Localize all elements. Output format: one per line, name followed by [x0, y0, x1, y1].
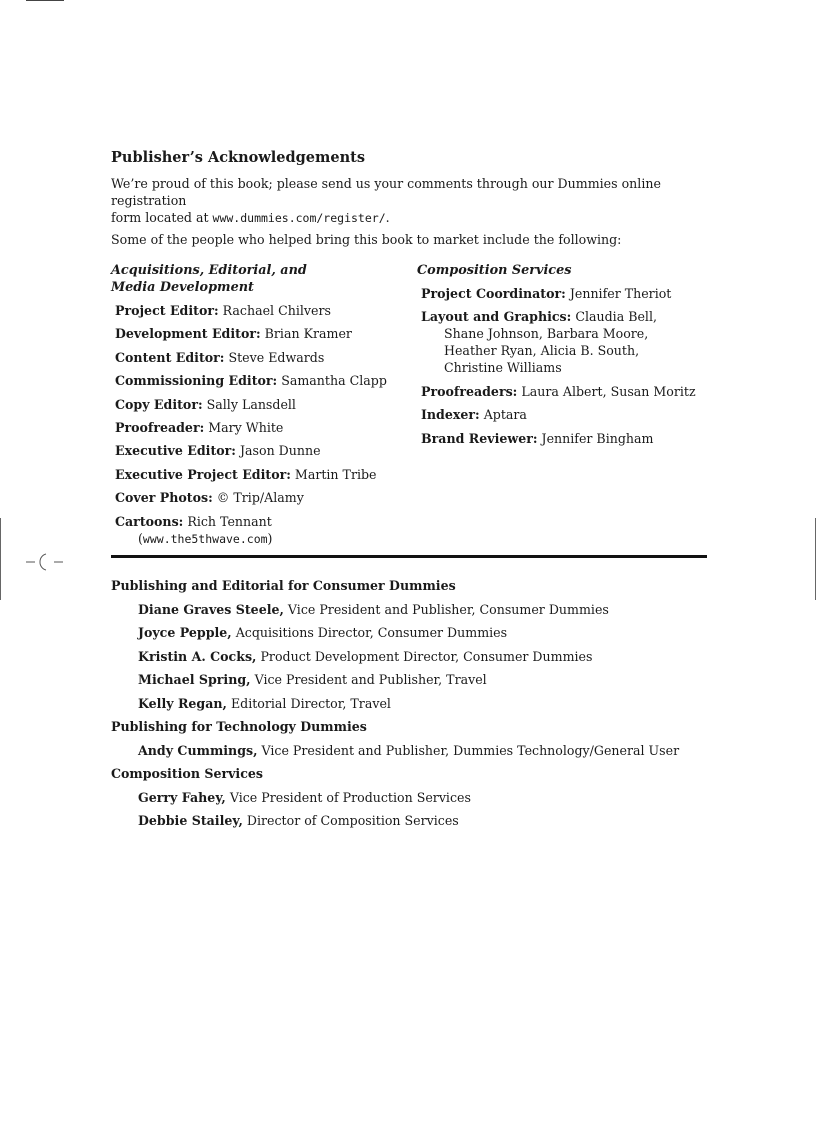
staff-person: [138, 624, 707, 641]
person-title: Acquisitions Director, Consumer Dummies: [235, 625, 508, 640]
credit-role: Project Editor:: [115, 303, 219, 318]
left-heading-line-2: Media Development: [111, 280, 254, 295]
credit-name: Martin Tribe: [294, 466, 377, 482]
person-title: Vice President and Publisher, Consumer Dummies: [287, 601, 609, 617]
person-name: Debbie Stailey,: [138, 813, 243, 828]
credit-name: Jason Dunne: [239, 443, 321, 459]
credit-role: Cover Photos:: [115, 490, 213, 506]
intro-line-2-suffix: .: [385, 210, 390, 225]
credit-entry: [421, 383, 707, 400]
credit-role: Cartoons:: [115, 513, 184, 529]
credit-entry: [115, 442, 417, 459]
person-name: Michael Spring,: [138, 672, 251, 687]
credit-name: Aptara: [483, 407, 527, 423]
acknowledgements-block: [111, 149, 707, 554]
registration-url: www.dummies.com/register/: [212, 211, 386, 225]
page-title: Publisher’s Acknowledgements: [111, 149, 365, 166]
credit-name: Brian Kramer: [264, 326, 352, 342]
person-title: Director of Composition Services: [246, 813, 459, 828]
intro-paragraph: [111, 175, 707, 227]
paren-open: (: [138, 530, 143, 546]
cartoons-credit: [115, 513, 417, 548]
cartoons-url-line: [115, 530, 417, 548]
crop-mark-top: [26, 0, 64, 1]
cartoons-url: www.the5thwave.com: [142, 531, 268, 546]
left-credits-column: [111, 262, 417, 554]
credit-name: Mary White: [208, 419, 284, 435]
person-name: Diane Graves Steele,: [138, 601, 284, 617]
staff-person: [138, 671, 707, 688]
person-title: Vice President and Publisher, Travel: [254, 672, 487, 687]
credit-role: Development Editor:: [115, 326, 261, 342]
staff-list: [111, 577, 707, 836]
credit-name: Claudia Bell,: [575, 309, 657, 325]
credit-entry: [421, 430, 707, 447]
credit-name: Jennifer Bingham: [541, 430, 654, 446]
person-title: Product Development Director, Consumer Dummies: [260, 648, 593, 664]
intro-line-3: Some of the people who helped bring this book to market include the following:: [111, 232, 622, 247]
right-credits-column: [417, 262, 707, 554]
credit-entry: [115, 419, 417, 436]
credit-role: Layout and Graphics:: [421, 309, 572, 325]
staff-person: [138, 601, 707, 618]
staff-person: [138, 648, 707, 665]
credit-name: Sally Lansdell: [206, 396, 296, 412]
left-heading-line-1: Acquisitions, Editorial, and: [111, 263, 307, 278]
credit-entry: [421, 285, 707, 302]
credit-role: Indexer:: [421, 407, 480, 423]
registration-mark-icon: [26, 550, 66, 574]
person-title: Vice President and Publisher, Dummies Technology/General User: [261, 742, 680, 758]
person-name: Kristin A. Cocks,: [138, 648, 257, 664]
person-name: Joyce Pepple,: [138, 625, 232, 640]
credit-entry: [115, 489, 417, 506]
person-title: Editorial Director, Travel: [230, 695, 391, 711]
credit-role: Proofreader:: [115, 419, 205, 435]
credit-name: Jennifer Theriot: [569, 286, 672, 301]
credit-entry: [115, 302, 417, 319]
layout-line: Shane Johnson, Barbara Moore,: [444, 326, 649, 342]
credit-entry: [115, 396, 417, 413]
right-column-heading: Composition Services: [417, 263, 572, 278]
staff-section-title: Composition Services: [111, 766, 263, 781]
credit-role: Proofreaders:: [421, 383, 518, 399]
intro-line-2-prefix: form located at: [111, 210, 213, 225]
credit-role: Copy Editor:: [115, 396, 203, 412]
credit-entry: [115, 325, 417, 342]
layout-credit: [421, 308, 707, 376]
person-name: Gerry Fahey,: [138, 789, 226, 805]
intro-line-1: We’re proud of this book; please send us your comments through our Dummies online registration: [111, 176, 661, 208]
staff-section-title: Publishing for Technology Dummies: [111, 719, 367, 734]
staff-section-title: Publishing and Editorial for Consumer Dummies: [111, 578, 456, 593]
person-name: Andy Cummings,: [138, 742, 258, 758]
credit-name: © Trip/Alamy: [216, 490, 304, 506]
credit-name: Steve Edwards: [228, 349, 325, 365]
credit-name: Laura Albert, Susan Moritz: [521, 383, 696, 399]
person-title: Vice President of Production Services: [229, 789, 471, 805]
credit-role: Executive Project Editor:: [115, 466, 291, 482]
crop-mark-left: [0, 518, 1, 600]
person-name: Kelly Regan,: [138, 695, 227, 711]
credit-role: Content Editor:: [115, 349, 225, 365]
credit-role: Project Coordinator:: [421, 286, 566, 301]
staff-person: [138, 812, 707, 829]
layout-line: Heather Ryan, Alicia B. South,: [444, 343, 640, 359]
staff-person: [138, 695, 707, 712]
credit-name: Samantha Clapp: [281, 373, 387, 389]
credit-entry: [115, 372, 417, 389]
layout-line: Christine Williams: [444, 360, 562, 376]
credit-entry: [421, 406, 707, 423]
credit-name: Rich Tennant: [187, 513, 272, 529]
credit-role: Brand Reviewer:: [421, 430, 538, 446]
staff-person: [138, 789, 707, 806]
paren-close: ): [267, 530, 273, 546]
credits-columns: [111, 262, 707, 554]
credit-role: Executive Editor:: [115, 443, 236, 459]
credit-role: Commissioning Editor:: [115, 373, 278, 389]
credit-entry: [115, 466, 417, 483]
credit-name: Rachael Chilvers: [222, 303, 331, 318]
credit-entry: [115, 349, 417, 366]
staff-person: [138, 742, 707, 759]
left-column-heading: [111, 262, 417, 296]
section-divider: [111, 555, 707, 558]
